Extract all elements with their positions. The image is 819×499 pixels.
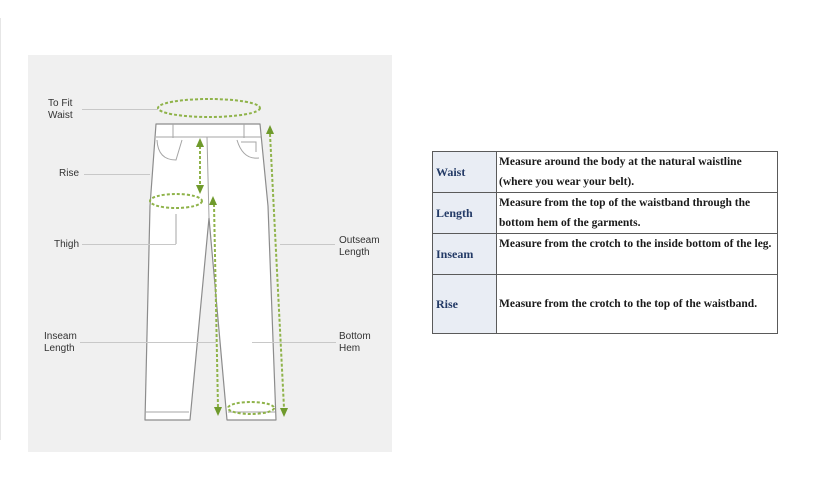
outseam-guide-line	[280, 244, 335, 245]
table-row	[433, 234, 778, 275]
rise-label: Rise	[59, 168, 80, 179]
waist-measure-ring	[158, 99, 260, 117]
term-cell: Waist	[433, 152, 497, 193]
inseam-label: Inseam Length	[44, 331, 77, 354]
waist-label: To Fit Waist	[48, 98, 73, 121]
description-cell: Measure from the top of the waistband through the bottom hem of the garments.	[497, 193, 778, 234]
term-cell: Inseam	[433, 234, 497, 275]
bottom-hem-label: Bottom Hem	[339, 331, 371, 354]
outseam-label: Outseam Length	[339, 235, 380, 258]
table-row	[433, 193, 778, 234]
table-row	[433, 275, 778, 334]
waist-guide-line	[82, 109, 158, 110]
rise-guide-line	[84, 174, 150, 175]
inseam-guide-line	[80, 342, 216, 343]
pants-outline	[145, 124, 276, 420]
description-cell: Measure from the crotch to the top of the waistband.	[497, 275, 778, 334]
term-cell: Rise	[433, 275, 497, 334]
thigh-label: Thigh	[54, 239, 80, 250]
thigh-guide-line	[82, 244, 176, 245]
description-cell: Measure from the crotch to the inside bottom of the leg.	[497, 234, 778, 275]
table-row	[433, 152, 778, 193]
term-cell: Length	[433, 193, 497, 234]
description-cell: Measure around the body at the natural waistline (where you wear your belt).	[497, 152, 778, 193]
measurement-table	[432, 151, 778, 334]
bottom-hem-guide-line	[252, 342, 336, 343]
